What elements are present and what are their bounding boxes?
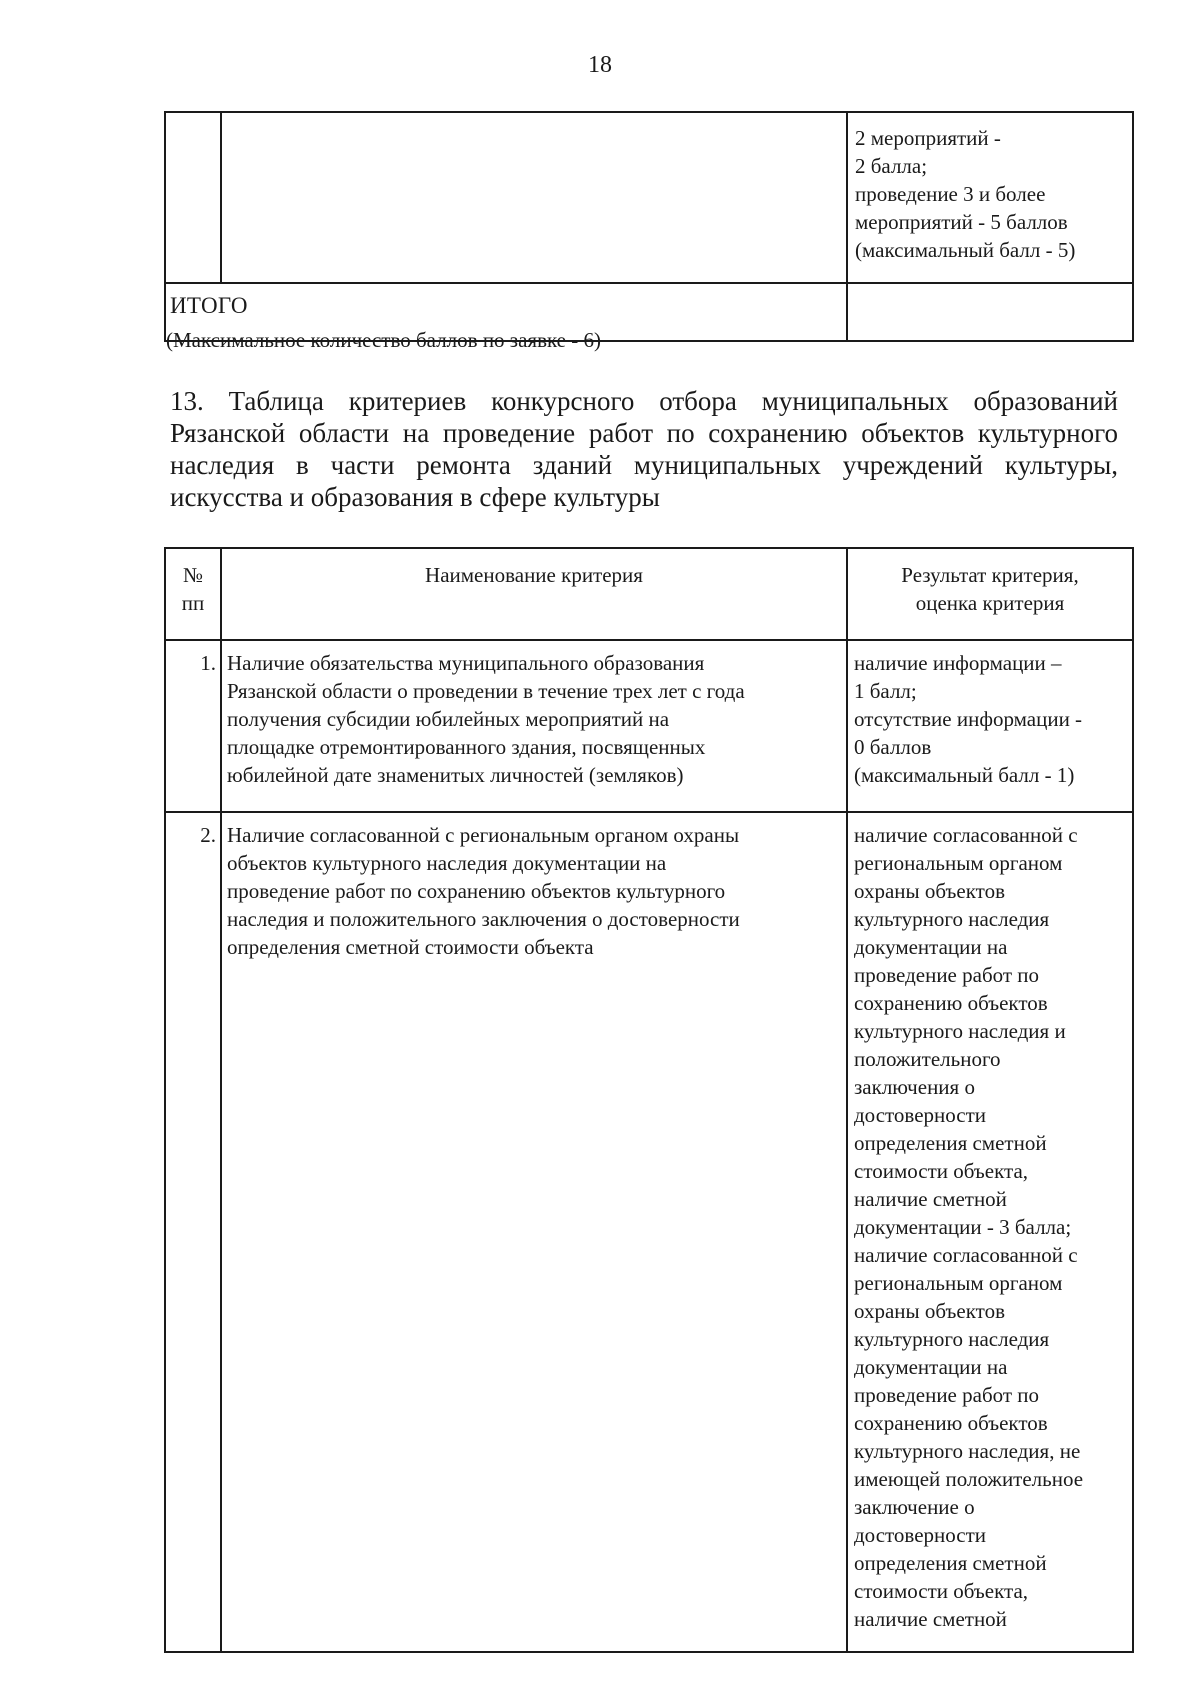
row-number: 2. — [165, 812, 221, 1652]
number-cell — [165, 112, 221, 283]
criteria-table — [164, 547, 1134, 1653]
table-row — [165, 812, 1133, 1652]
criterion-name-cell — [221, 112, 847, 283]
header-result: Результат критерия, оценка критерия — [847, 548, 1133, 640]
row-number: 1. — [165, 640, 221, 812]
page-number: 18 — [588, 52, 612, 78]
header-number: № пп — [165, 548, 221, 640]
total-label: ИТОГО — [165, 283, 847, 341]
header-name: Наименование критерия — [221, 548, 847, 640]
table-header-row — [165, 548, 1133, 640]
result-cell: 2 мероприятий - 2 балла; проведение 3 и более мероприятий - 5 баллов (максимальный балл - 5) — [847, 112, 1133, 283]
table-row — [165, 112, 1133, 283]
max-score-note: (Максимальное количество баллов по заявке - 6) — [166, 328, 601, 352]
criterion-name: Наличие согласованной с региональным органом охраны объектов культурного наследия документации на проведение работ по сохранению объектов культурного наследия и положительного заключения о достоверности определения сметной стоимости объекта — [221, 812, 847, 1652]
criterion-result: наличие информации – 1 балл; отсутствие информации - 0 баллов (максимальный балл - 1) — [847, 640, 1133, 812]
criterion-name: Наличие обязательства муниципального образования Рязанской области о проведении в течение трех лет с года получения субсидии юбилейных мероприятий на площадке отремонтированного здания, посвященных юбилейной дате знаменитых личностей (земляков) — [221, 640, 847, 812]
total-value — [847, 283, 1133, 341]
section-heading: 13. Таблица критериев конкурсного отбора муниципальных образований Рязанской области на проведение работ по сохранению объектов культурного наследия в части ремонта зданий муниципальных учреждений культуры, искусства и образования в сфере культуры — [170, 386, 1118, 512]
table-row — [165, 640, 1133, 812]
criterion-result: наличие согласованной с региональным органом охраны объектов культурного наследия документации на проведение работ по сохранению объектов культурного наследия и положительного заключения о достоверности определения сметной стоимости объекта, наличие сметной документации - 3 балла; наличие согласованной с региональным органом охраны объектов культурного наследия документации на проведение работ по сохранению объектов культурного наследия, не имеющей положительное заключение о достоверности определения сметной стоимости объекта, наличие сметной — [847, 812, 1133, 1652]
continuation-table — [164, 111, 1134, 342]
